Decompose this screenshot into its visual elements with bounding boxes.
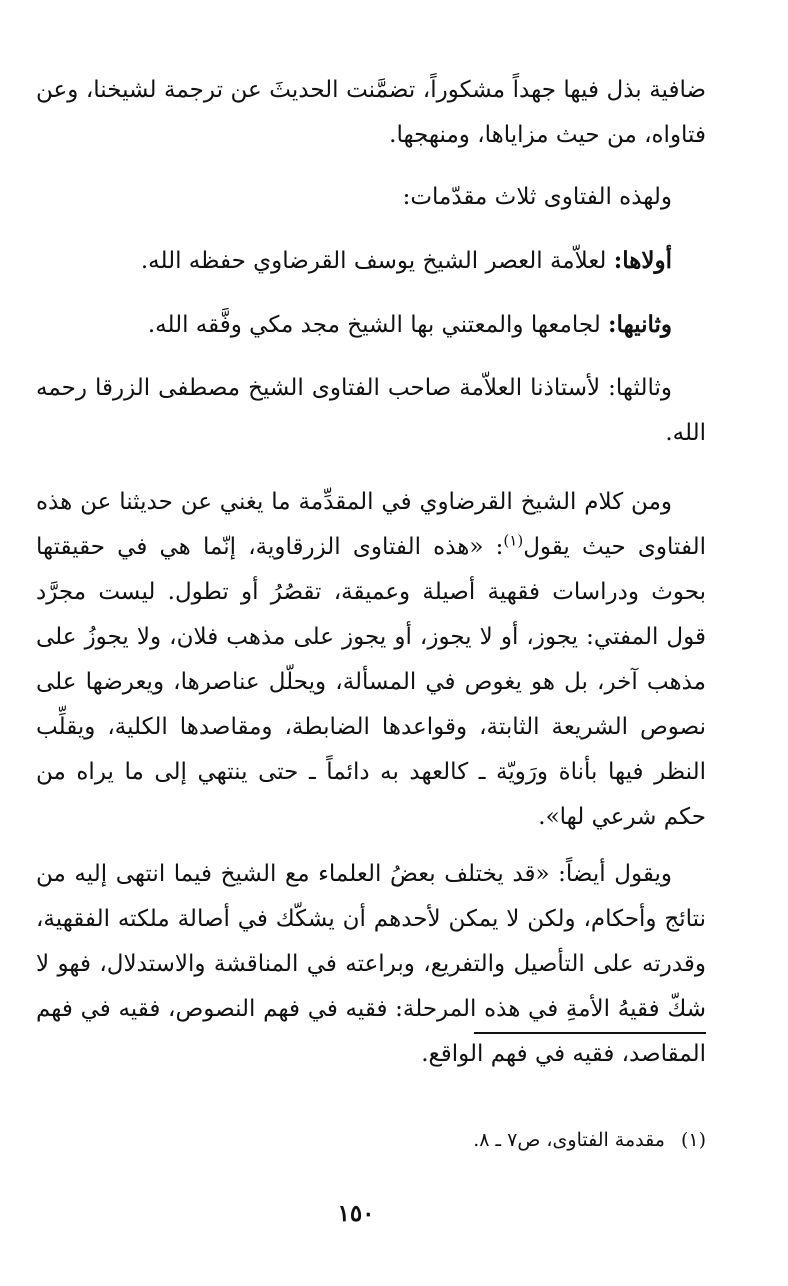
second-introduction-text: لجامعها والمعتني بها الشيخ مجد مكي وفَّقه الله. [147, 312, 609, 338]
introductions-heading-text: ولهذه الفتاوى ثلاث مقدّمات: [402, 184, 672, 210]
footnote-reference: (١) [503, 531, 524, 550]
paragraph-qaradawi-quote [36, 480, 706, 840]
first-introduction-text: لعلاّمة العصر الشيخ يوسف القرضاوي حفظه الله. [140, 248, 614, 274]
paragraph-intro [36, 68, 706, 158]
qaradawi-quote-intro: ومن كلام الشيخ القرضاوي في المقدِّمة ما يغني عن حديثنا عن هذه الفتاوى حيث يقول [36, 489, 707, 560]
third-introduction-label: وثالثها: [608, 375, 672, 401]
paragraph-first-introduction [36, 238, 706, 284]
footnote-number: (١) [680, 1129, 706, 1151]
qaradawi-second-quote-text: ويقول أيضاً: «قد يختلف بعضُ العلماء مع الشيخ فيما انتهى إليه من نتائج وأحكام، ولكن لا يمكن لأحدهم أن يشكّك في أصالة ملكته الفقهية، وقدرته على التأصيل والتفريع، وبراعته في المناقشة والاستدلال، فهو لا شكّ فقيهُ الأمةِ في هذه المرحلة: فقيه في فهم النصوص، فقيه في فهم المقاصد، فقيه في فهم الواقع. [36, 861, 706, 1067]
footnote-text: مقدمة الفتاوى، ص٧ ـ ٨. [473, 1129, 665, 1151]
first-introduction-label: أولاها: [613, 247, 672, 274]
footnote [36, 1125, 706, 1155]
paragraph-introductions-heading [36, 175, 706, 220]
paragraph-qaradawi-second-quote [36, 852, 706, 1077]
qaradawi-quote-text: : «هذه الفتاوى الزرقاوية، إنّما هي في حقيقتها بحوث ودراسات فقهية أصيلة وعميقة، تقصُرُ أو تطول. ليست مجرَّد قول المفتي: يجوز، أو لا يجوز، أو يجوز على مذهب فلان، ولا يجوزُ على مذهب آخر، بل هو يغوص في المسألة، ويحلّل عناصرها، ويعرضها على نصوص الشريعة الثابتة، وقواعدها الضابطة، ومقاصدها الكلية، ويقلِّب النظر فيها بأناة ورَويّة ـ كالعهد به دائماً ـ حتى ينتهي إلى ما يراه من حكم شرعي لها». [36, 534, 706, 830]
book-page [36, 0, 706, 1286]
paragraph-intro-text: ضافية بذل فيها جهداً مشكوراً، تضمَّنت الحديثَ عن ترجمة لشيخنا، وعن فتاواه، من حيث مزاياها، ومنهجها. [36, 77, 706, 148]
second-introduction-label: وثانيها: [608, 311, 672, 338]
paragraph-third-introduction [36, 366, 706, 456]
paragraph-second-introduction [36, 302, 706, 348]
third-introduction-text: لأستاذنا العلاّمة صاحب الفتاوى الشيخ مصطفى الزرقا رحمه الله. [36, 375, 706, 446]
footnote-divider [474, 1032, 706, 1034]
page-number: ١٥٠ [337, 1200, 375, 1227]
